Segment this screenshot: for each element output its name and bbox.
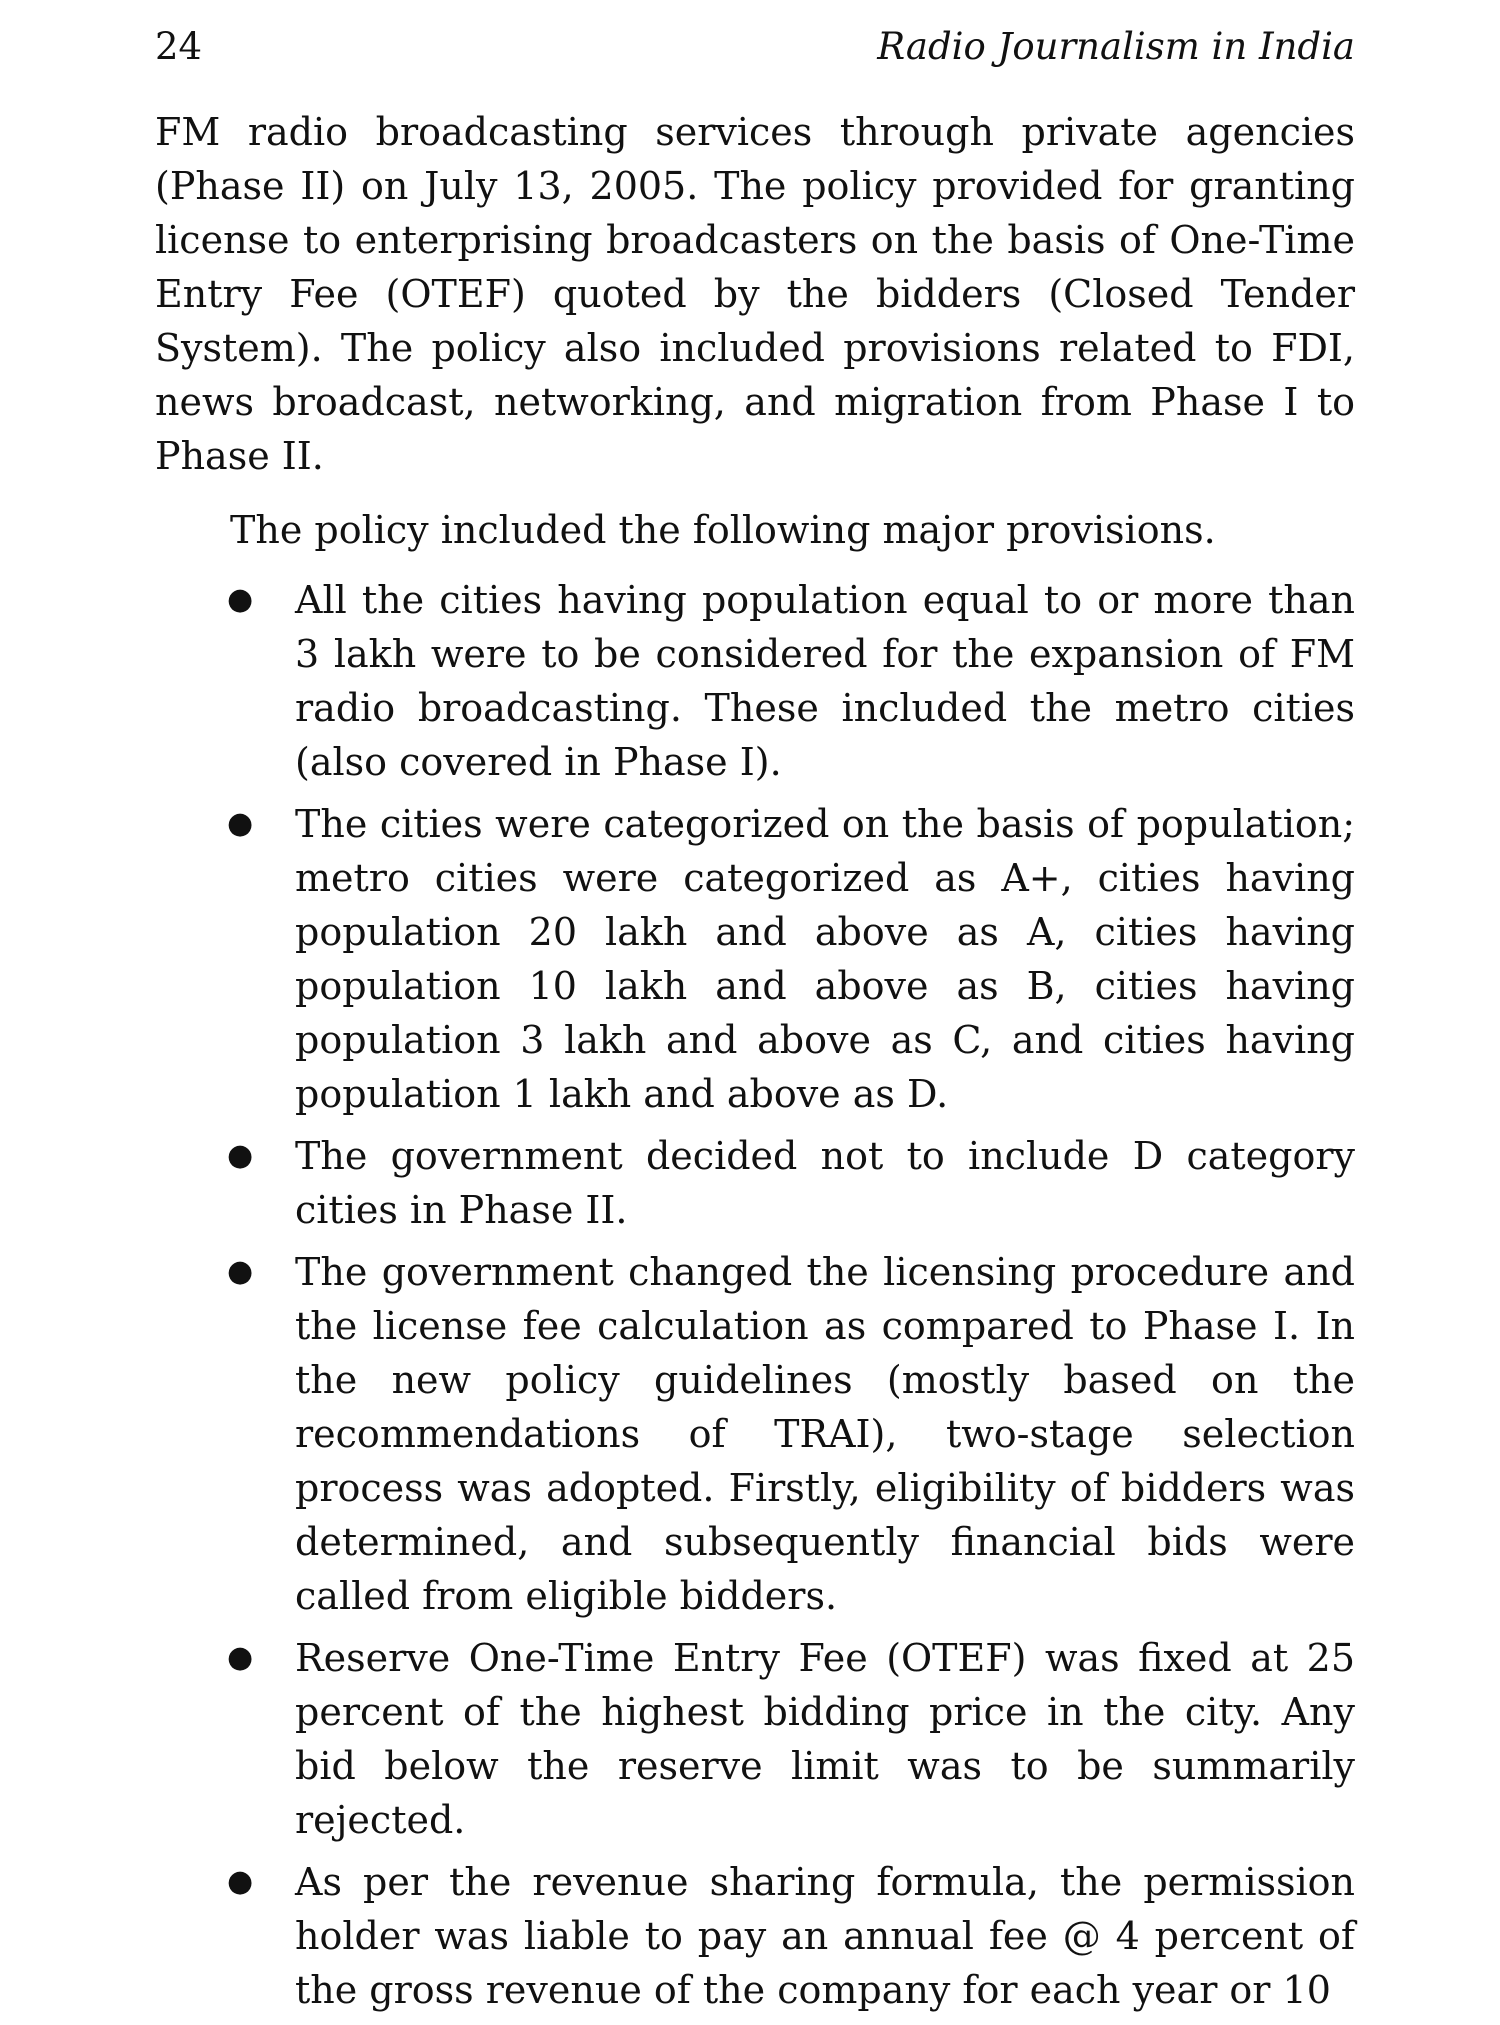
list-item bbox=[155, 1129, 1355, 1237]
page-number: 24 bbox=[155, 25, 203, 68]
body-text bbox=[155, 105, 1355, 2025]
provisions-list bbox=[155, 573, 1355, 2017]
list-item-text: The cities were categorized on the basis of population; metro cities were categorized as A+, cities having population 20 lakh and above as A, cities having population 10 lakh and above as B, cities having population 3 lakh and above as C, and cities having population 1 lakh and above as D. bbox=[295, 802, 1355, 1116]
bullet-icon: ● bbox=[227, 806, 254, 841]
bullet-icon: ● bbox=[227, 1254, 254, 1289]
page-header bbox=[155, 22, 1355, 82]
list-item-text: Reserve One-Time Entry Fee (OTEF) was fixed at 25 percent of the highest bidding price in the city. Any bid below the reserve limit was to be summarily rejected. bbox=[295, 1636, 1355, 1842]
list-item bbox=[155, 797, 1355, 1121]
list-item bbox=[155, 1855, 1355, 2017]
list-item-text: As per the revenue sharing formula, the permission holder was liable to pay an annual fee @ 4 percent of the gross revenue of the company for each year or 10 bbox=[295, 1860, 1355, 2012]
list-item bbox=[155, 1631, 1355, 1847]
bullet-icon: ● bbox=[227, 582, 254, 617]
list-item-text: All the cities having population equal to or more than 3 lakh were to be considered for the expansion of FM radio broadcasting. These included the metro cities (also covered in Phase I). bbox=[295, 578, 1355, 784]
list-item-text: The government decided not to include D category cities in Phase II. bbox=[295, 1134, 1355, 1232]
bullet-icon: ● bbox=[227, 1138, 254, 1173]
list-item-text: The government changed the licensing procedure and the license fee calculation as compared to Phase I. In the new policy guidelines (mostly based on the recommendations of TRAI), two-stage selection process was adopted. Firstly, eligibility of bidders was determined, and subsequently financial bids were called from eligible bidders. bbox=[295, 1250, 1355, 1618]
list-item bbox=[155, 1245, 1355, 1623]
list-item bbox=[155, 573, 1355, 789]
intro-paragraph: FM radio broadcasting services through private agencies (Phase II) on July 13, 2005. The policy provided for granting license to enterprising broadcasters on the basis of One-Time Entry Fee (OTEF) quoted by the bidders (Closed Tender System). The policy also included provisions related to FDI, news broadcast, networking, and migration from Phase I to Phase II. bbox=[155, 110, 1355, 478]
bullet-icon: ● bbox=[227, 1864, 254, 1899]
running-head: Radio Journalism in India bbox=[877, 25, 1355, 68]
bullet-icon: ● bbox=[227, 1640, 254, 1675]
lead-paragraph: The policy included the following major provisions. bbox=[230, 508, 1216, 552]
